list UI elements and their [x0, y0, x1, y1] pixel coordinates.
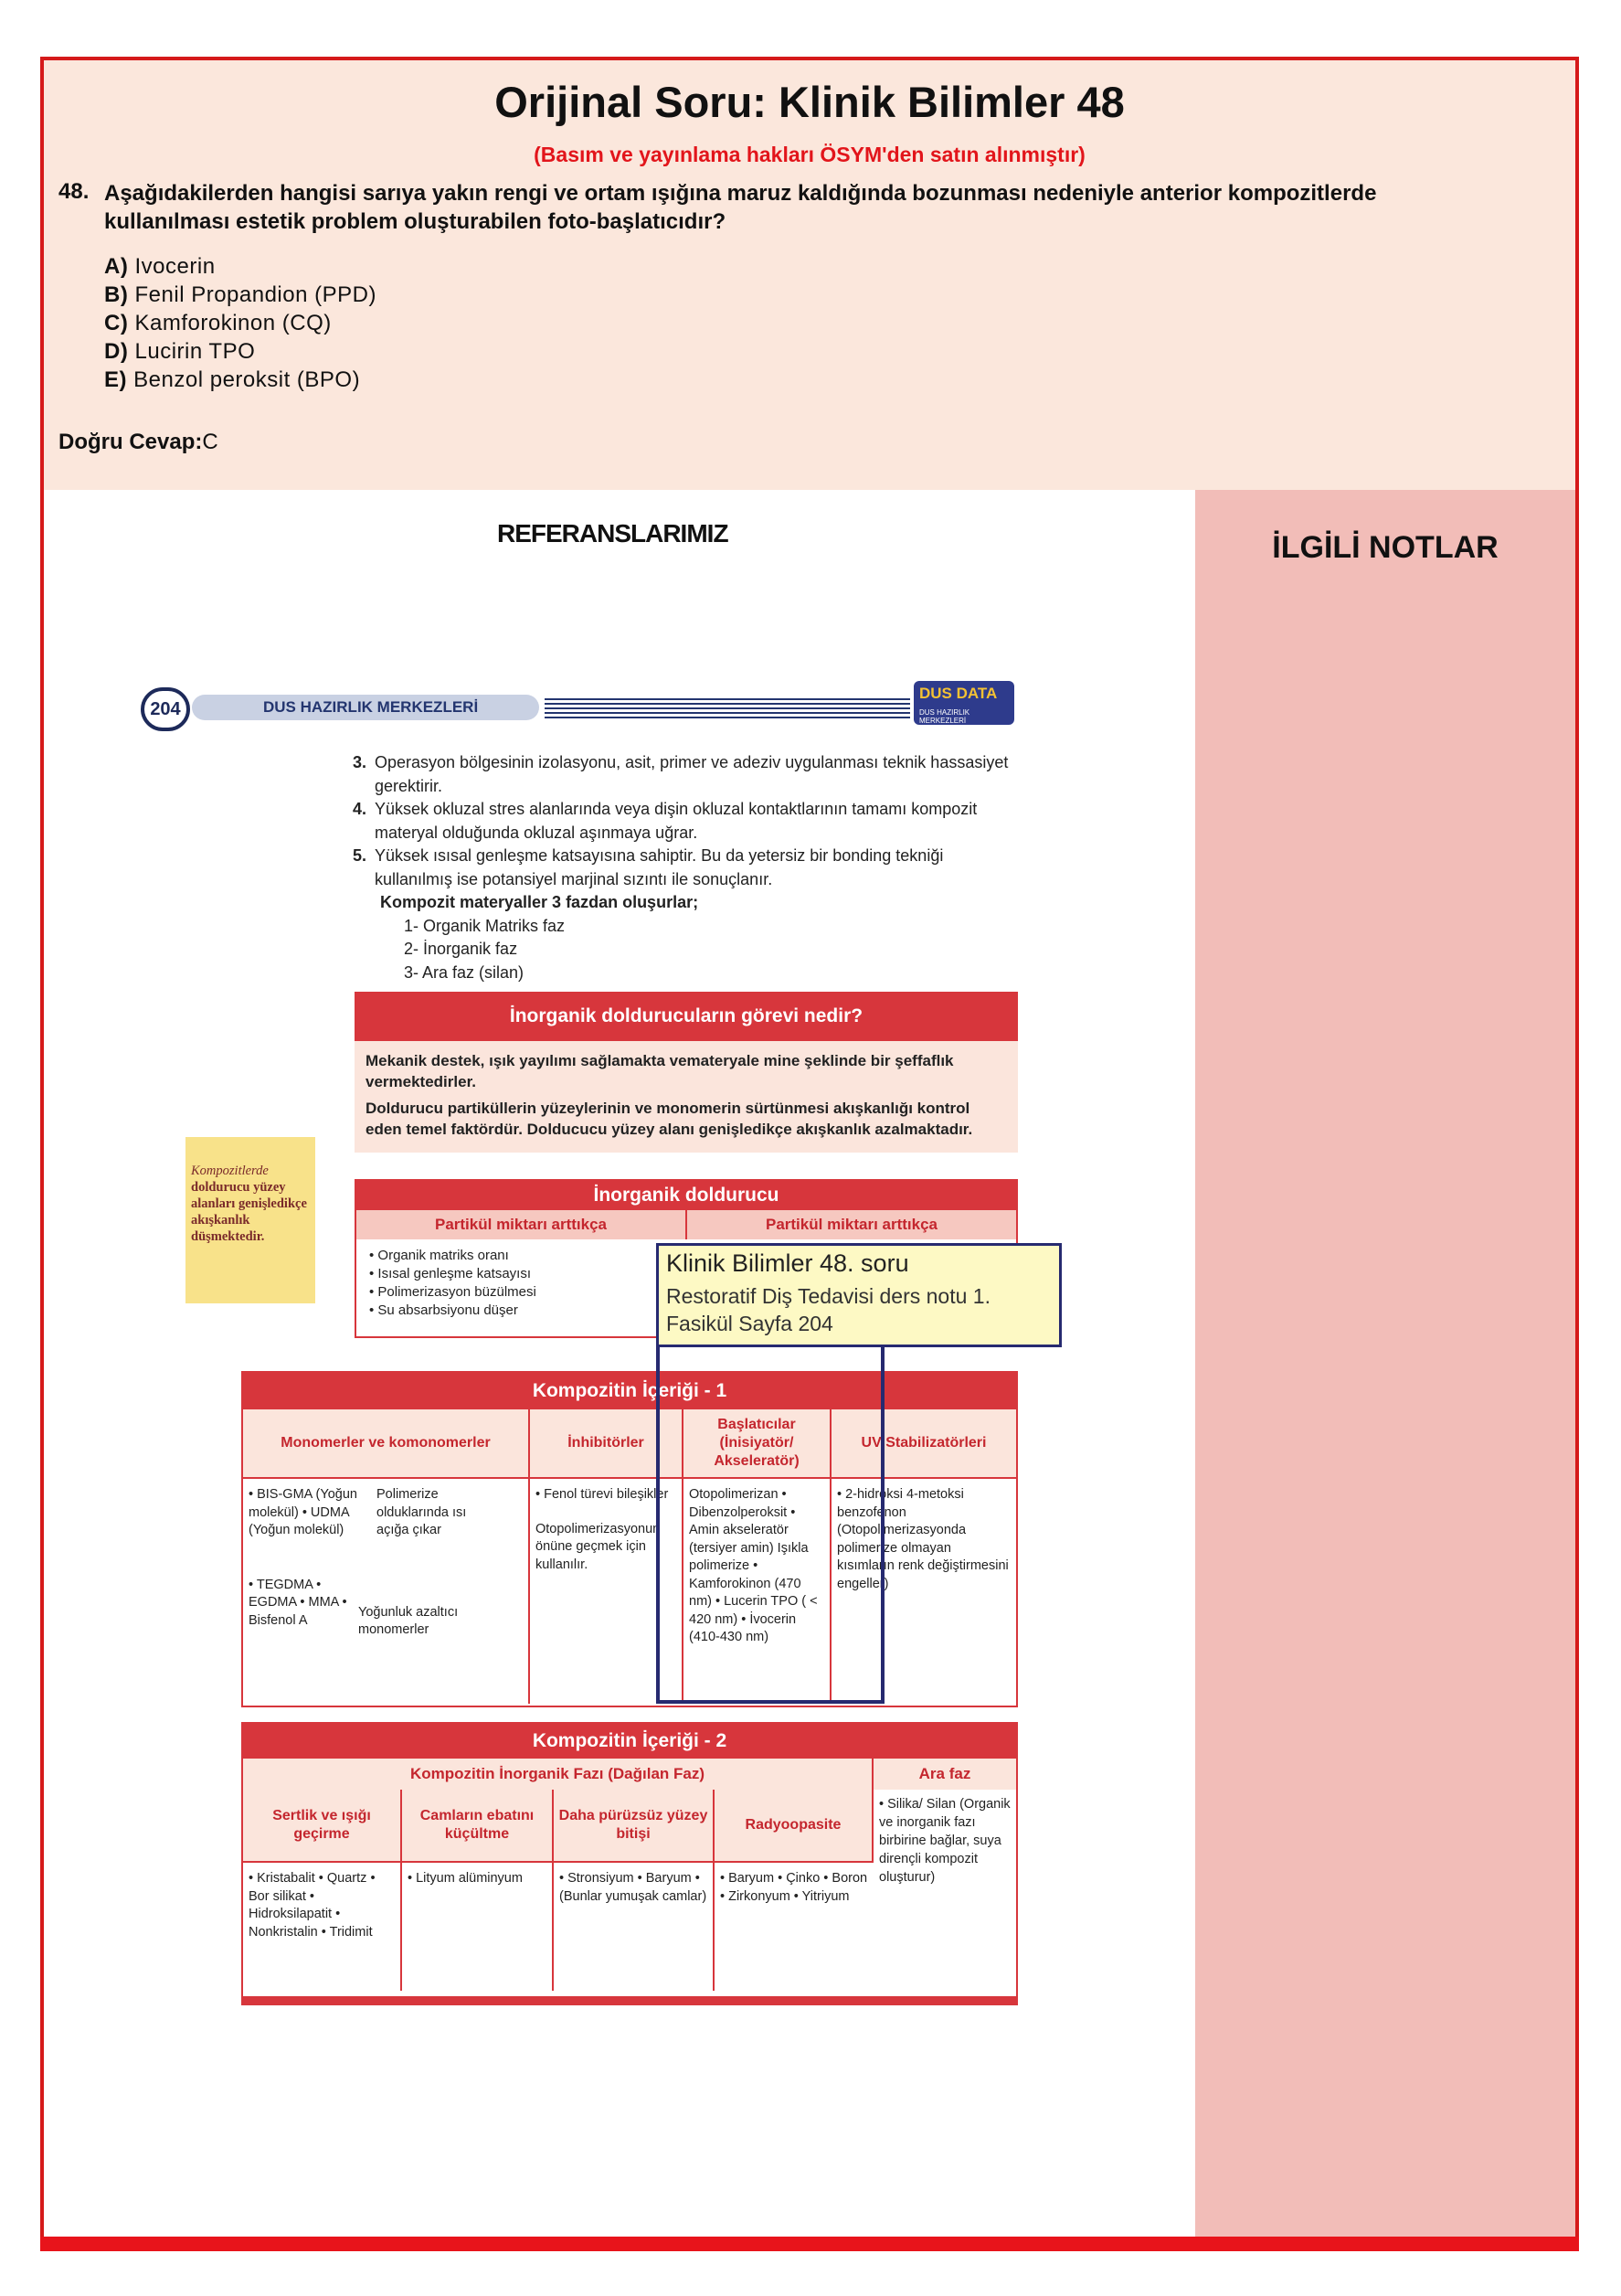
k2-cell: • Baryum • Çinko • Boron • Zirkonyum • Yitriyum [720, 1871, 868, 1904]
phase-item: 1- Organik Matriks faz [404, 916, 566, 935]
book-banner: DUS HAZIRLIK MERKEZLERİ [192, 695, 539, 720]
option-c: C) Kamforokinon (CQ) [104, 311, 332, 335]
k1-cell: • 2-hidroksi 4-metoksi benzofenon (Otopolimerizasyonda polimerize olmayan kısımların renk değiştirmesini engeller) [837, 1487, 1009, 1591]
k2-cell: • Kristabalit • Quartz • Bor silikat • Hidroksilapatit • Nonkristalin • Tridimit [243, 1863, 402, 1991]
inorg-title: İnorganik doldurucu [356, 1181, 1016, 1210]
bottom-red-bar [40, 2237, 1579, 2251]
k2-cell: • Silika/ Silan (Organik ve inorganik fazı birbirine bağlar, suya dirençli kompozit oluşturur) [874, 1790, 1016, 1991]
page-title: Orijinal Soru: Klinik Bilimler 48 [494, 78, 1125, 126]
k2-cell: • Stronsiyum • Baryum • (Bunlar yumuşak camlar) [554, 1863, 715, 1991]
inorg-item: • Organik matriks oranı [369, 1248, 509, 1263]
k2-subheader: Ara faz [918, 1765, 971, 1782]
reference-callout [656, 1243, 1062, 1347]
k2-header: Radyoopasite [715, 1790, 874, 1863]
k1-cell: Otopolimerizan • Dibenzolperoksit • Amin akseleratör (tersiyer amin) Işıkla polimerize • Kamforokinon (470 nm) • Lucerin TPO ( < 420 nm) • İvocerin (410-430 nm) [683, 1479, 832, 1704]
qbox-title: İnorganik doldurucuların görevi nedir? [355, 992, 1018, 1041]
list-item: 4. Yüksek okluzal stres alanlarında veya dişin okluzal kontaktlarının tamamı kompozit materyal olduğunda okluzal aşınmaya uğrar. [353, 800, 978, 842]
k2-header: Sertlik ve ışığı geçirme [243, 1790, 402, 1863]
k2-header: Camların ebatını küçültme [402, 1790, 554, 1863]
k1-title: Kompozitin İçeriği - 1 [243, 1373, 1016, 1409]
question-text: Aşağıdakilerden hangisi sarıya yakın rengi ve ortam ışığına maruz kaldığında bozunması nedeniyle anterior kompozitlerde kullanılması estetik problem oluşturabilen foto-başlatıcıdır? [104, 181, 1377, 234]
k2-title: Kompozitin İçeriği - 2 [243, 1724, 1016, 1759]
inorg-item: • Isısal genleşme katsayısı [369, 1266, 531, 1281]
qbox-paragraph: Doldurucu partiküllerin yüzeylerinin ve monomerin sürtünmesi akışkanlığı kontrol eden temel faktördür. Dolducucu yüzey alanı genişledikçe akışkanlık azalmaktadır. [366, 1100, 973, 1138]
references-title: REFERANSLARIMIZ [497, 519, 728, 547]
inorg-col-header: Partikül miktarı arttıkça [356, 1210, 687, 1239]
list-item: 3. Operasyon bölgesinin izolasyonu, asit, primer ve adeziv uygulanması teknik hassasiyet gerektirir. [353, 753, 1009, 795]
inorg-col-header: Partikül miktarı arttıkça [765, 1216, 938, 1233]
k1-header: Monomerler ve komonomerler [243, 1409, 530, 1479]
inorg-item: • Su absarbsiyonu düşer [369, 1302, 518, 1318]
option-e: E) Benzol peroksit (BPO) [104, 367, 361, 392]
k2-cell: • Lityum alüminyum [402, 1863, 554, 1991]
k1-cell: • Fenol türevi bileşikler Otopolimerizasyonun önüne geçmek için kullanılır. [530, 1479, 683, 1704]
inorg-item: • Polimerizasyon büzülmesi [369, 1284, 536, 1300]
qbox-paragraph: Mekanik destek, ışık yayılımı sağlamakta vemateryale mine şeklinde bir şeffaflık vermektedirler. [366, 1052, 954, 1090]
page-number-badge: 204 [141, 687, 190, 731]
phase-item: 2- İnorganik faz [404, 940, 518, 958]
k2-header: Daha pürüzsüz yüzey bitişi [554, 1790, 715, 1863]
sticky-note: Kompozitlerde doldurucu yüzey alanları genişledikçe akışkanlık düşmektedir. [185, 1137, 315, 1303]
k1-header: Başlatıcılar (İnisiyatör/ Akseleratör) [683, 1409, 832, 1479]
page-frame [40, 57, 1579, 2248]
callout-body: Restoratif Diş Tedavisi ders notu 1. Fasikül Sayfa 204 [666, 1284, 991, 1335]
phases-title: Kompozit materyaller 3 fazdan oluşurlar; [380, 893, 699, 911]
k1-header: UV Stabilizatörleri [832, 1409, 1016, 1479]
k2-subheader: Kompozitin İnorganik Fazı (Dağılan Faz) [243, 1759, 874, 1790]
question-number: 48. [58, 179, 90, 204]
dusdata-logo: DUS DATA DUS HAZIRLIK MERKEZLERİ [914, 681, 1014, 725]
list-item: 5. Yüksek ısısal genleşme katsayısına sahiptir. Bu da yetersiz bir bonding tekniği kullanılmış ise potansiyel marjinal sızıntı ile sonuçlanır. [353, 846, 944, 888]
k1-header: İnhibitörler [530, 1409, 683, 1479]
notes-title: İLGİLİ NOTLAR [1272, 530, 1499, 565]
callout-title: Klinik Bilimler 48. soru [666, 1249, 909, 1277]
copyright-note: (Basım ve yayınlama hakları ÖSYM'den satın alınmıştır) [534, 143, 1086, 166]
phase-item: 3- Ara faz (silan) [404, 962, 524, 982]
option-d: D) Lucirin TPO [104, 339, 256, 364]
k1-cell: • BIS-GMA (Yoğun molekül) • UDMA (Yoğun molekül) Polimerize olduklarında ısı açığa çıkar • TEGDMA • EGDMA • MMA • Bisfenol A Yoğunluk azaltıcı monomerler [243, 1479, 530, 1704]
highlight-rectangle [656, 1347, 885, 1704]
correct-answer: Doğru Cevap:C [58, 430, 218, 454]
option-b: B) Fenil Propandion (PPD) [104, 282, 376, 307]
option-a: A) Ivocerin [104, 254, 216, 279]
